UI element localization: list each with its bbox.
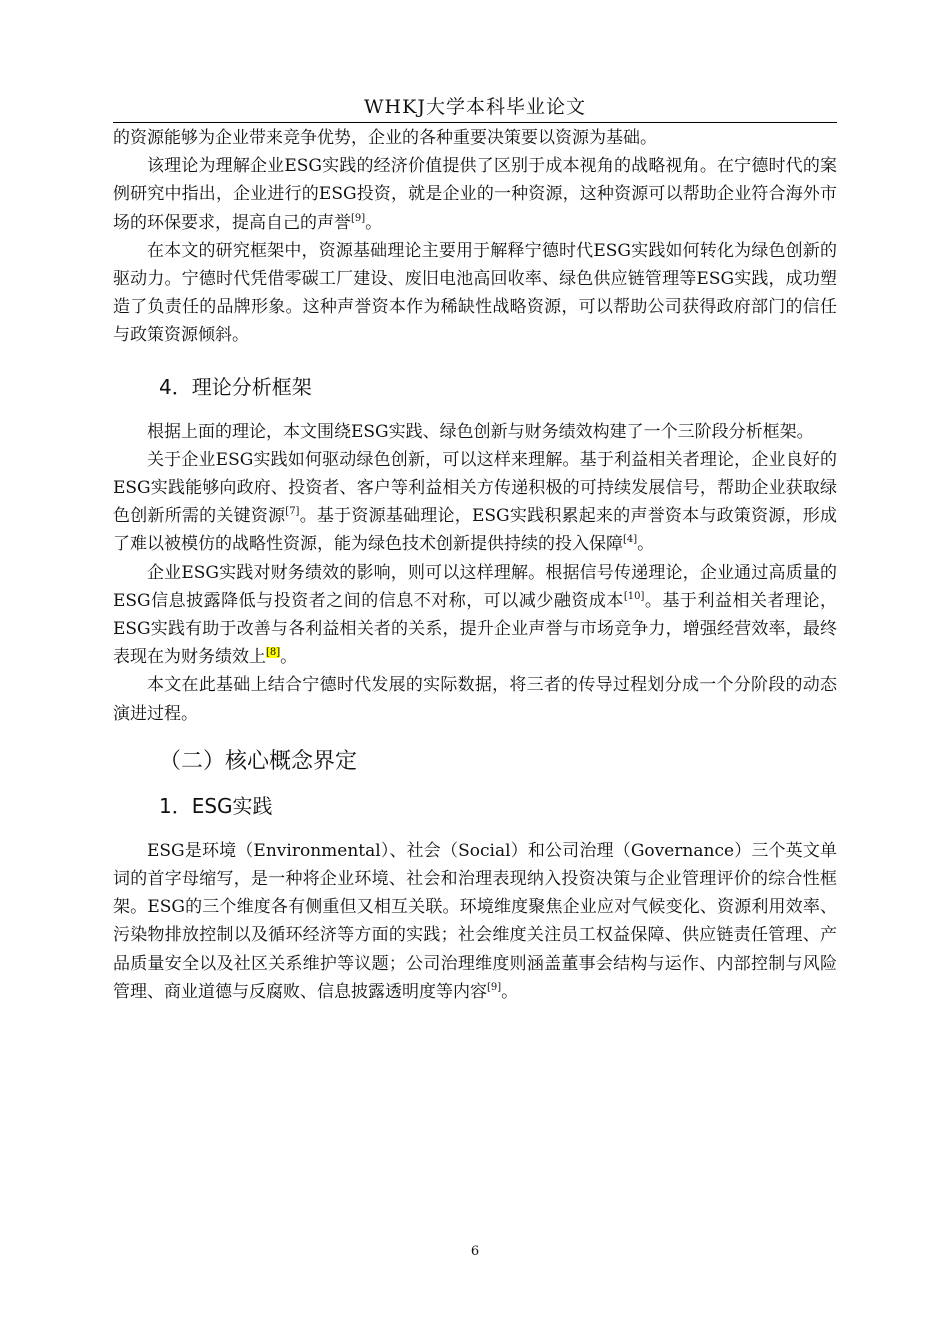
citation: [7] (285, 506, 300, 518)
citation-highlighted: [8] (266, 647, 281, 659)
citation: [10] (623, 590, 645, 602)
paragraph-text-end: 。 (365, 212, 383, 233)
page-number: 6 (470, 1244, 480, 1259)
running-header: WHKJ大学本科毕业论文 (364, 96, 586, 118)
citation: [9] (351, 212, 366, 224)
heading-theoretical-framework: 4．理论分析框架 (159, 374, 312, 399)
paragraph-text-end: 。 (501, 981, 519, 1002)
heading-esg-practice: 1．ESG实践 (159, 793, 273, 818)
header-rule (113, 122, 837, 123)
paragraph-esg-finance (113, 559, 837, 672)
paragraph-text: 关于企业ESG实践如何驱动绿色创新，可以这样来理解。基于利益相关者理论，企业良好的ESG实践能够向政府、投资者、客户等利益相关方传递积极的可持续发展信号，帮助企业获取绿色创新所需的关键资源 (113, 449, 837, 527)
paragraph-dynamic-process: 本文在此基础上结合宁德时代发展的实际数据，将三者的传导过程划分成一个分阶段的动态演进过程。 (113, 675, 837, 724)
paragraph-text: 。基于资源基础理论，ESG实践积累起来的声誉资本与政策资源，形成了难以被模仿的战略性资源，能为绿色技术创新提供持续的投入保障 (113, 506, 837, 555)
paragraph-strategic-view (113, 152, 837, 237)
document-body (113, 124, 837, 1006)
citation: [4] (623, 534, 638, 546)
paragraph-text: 。基于利益相关者理论，ESG实践有助于改善与各利益相关者的关系，提升企业声誉与市场竞争力，增强经营效率，最终表现在为财务绩效上 (113, 590, 837, 668)
heading-core-concepts: （二）核心概念界定 (159, 748, 358, 774)
paragraph-text: ESG是环境（Environmental）、社会（Social）和公司治理（Governance）三个英文单词的首字母缩写，是一种将企业环境、社会和治理表现纳入投资决策与企业管理评价的综合性框架。ESG的三个维度各有侧重但又相互关联。环境维度聚焦企业应对气候变化、资源利用效率、污染物排放控制以及循环经济等方面的实践；社会维度关注员工权益保障、供应链责任管理、产品质量安全以及社区关系维护等议题；公司治理维度则涵盖董事会结构与运作、内部控制与风险管理、商业道德与反腐败、信息披露透明度等内容 (113, 840, 837, 1002)
paragraph-resource-advantage: 的资源能够为企业带来竞争优势，企业的各种重要决策要以资源为基础。 (113, 128, 657, 148)
paragraph-text-end: 。 (637, 534, 655, 555)
paragraph-text: 该理论为理解企业ESG实践的经济价值提供了区别于成本视角的战略视角。在宁德时代的案例研究中指出，企业进行的ESG投资，就是企业的一种资源，这种资源可以帮助企业符合海外市场的环保要求，提高自己的声誉 (113, 156, 837, 233)
paragraph-text-end: 。 (280, 647, 298, 668)
paragraph-three-stage: 根据上面的理论，本文围绕ESG实践、绿色创新与财务绩效构建了一个三阶段分析框架。 (147, 421, 814, 442)
paragraph-esg-innovation (113, 446, 837, 559)
paragraph-research-framework: 在本文的研究框架中，资源基础理论主要用于解释宁德时代ESG实践如何转化为绿色创新的驱动力。宁德时代凭借零碳工厂建设、废旧电池高回收率、绿色供应链管理等ESG实践，成功塑造了负责任的品牌形象。这种声誉资本作为稀缺性战略资源，可以帮助公司获得政府部门的信任与政策资源倾斜。 (113, 240, 837, 346)
paragraph-esg-definition (113, 837, 837, 1006)
citation: [9] (487, 981, 502, 993)
paragraph-text: 企业ESG实践对财务绩效的影响，则可以这样理解。根据信号传递理论，企业通过高质量的ESG信息披露降低与投资者之间的信息不对称，可以减少融资成本 (113, 562, 837, 611)
